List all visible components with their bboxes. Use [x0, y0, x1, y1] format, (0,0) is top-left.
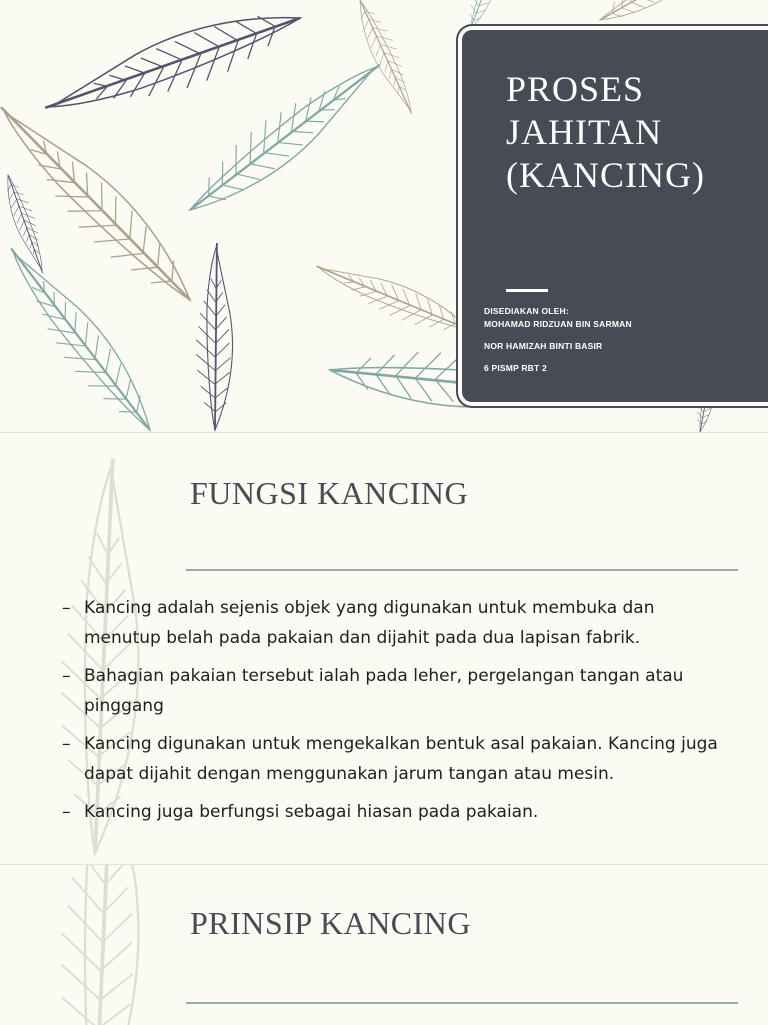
teal-feather: [6, 227, 157, 432]
bullet-text: Kancing adalah sejenis objek yang digunakan untuk membuka dan menutup belah pada pakaian dan dijahit pada dua lapisan fabrik.: [84, 598, 655, 648]
bullet-marker: –: [62, 734, 71, 754]
credits: [484, 305, 754, 375]
heading-rule: [186, 569, 738, 571]
prepared-by-label: DISEDIAKAN OLEH:: [484, 306, 569, 316]
class-label: 6 PISMP RBT 2: [484, 363, 547, 373]
title-box: [462, 30, 768, 402]
faded-feather-background: [0, 865, 768, 1025]
olive-feather: [314, 238, 473, 356]
bullet-marker: –: [62, 802, 71, 822]
bullet-list: [62, 593, 732, 835]
content-slide: [0, 864, 768, 1025]
title-line: JAHITAN: [506, 112, 663, 152]
title-line: (KANCING): [506, 155, 705, 195]
navy-feather: [36, 9, 309, 114]
author-name: MOHAMAD RIDZUAN BIN SARMAN: [484, 319, 632, 329]
list-item: [62, 661, 732, 721]
presentation-title: [506, 68, 756, 197]
slide-heading: FUNGSI KANCING: [190, 475, 469, 511]
list-item: [62, 729, 732, 789]
bullet-marker: –: [62, 598, 71, 618]
title-slide: [0, 0, 768, 432]
olive-feather: [591, 0, 737, 25]
teal-feather: [169, 60, 402, 217]
title-line: PROSES: [506, 69, 645, 109]
content-slide: [0, 432, 768, 865]
list-item: [62, 797, 732, 827]
bullet-text: Kancing juga berfungsi sebagai hiasan pada pakaian.: [84, 802, 539, 822]
title-divider: [506, 289, 548, 292]
faded-feather: [23, 865, 189, 1025]
bullet-text: Bahagian pakaian tersebut ialah pada leher, pergelangan tangan atau pinggang: [84, 666, 684, 716]
olive-feather: [356, 0, 414, 120]
slide-heading: PRINSIP KANCING: [190, 905, 472, 941]
bullet-text: Kancing digunakan untuk mengekalkan bentuk asal pakaian. Kancing juga dapat dijahit dengan menggunakan jarum tangan atau mesin.: [84, 734, 718, 784]
olive-feather: [0, 76, 197, 329]
list-item: [62, 593, 732, 653]
bullet-marker: –: [62, 666, 71, 686]
navy-feather: [180, 242, 253, 431]
heading-rule: [186, 1002, 738, 1004]
teal-feather: [453, 0, 524, 32]
author-name: NOR HAMIZAH BINTI BASIR: [484, 341, 603, 351]
navy-feather: [5, 172, 45, 277]
